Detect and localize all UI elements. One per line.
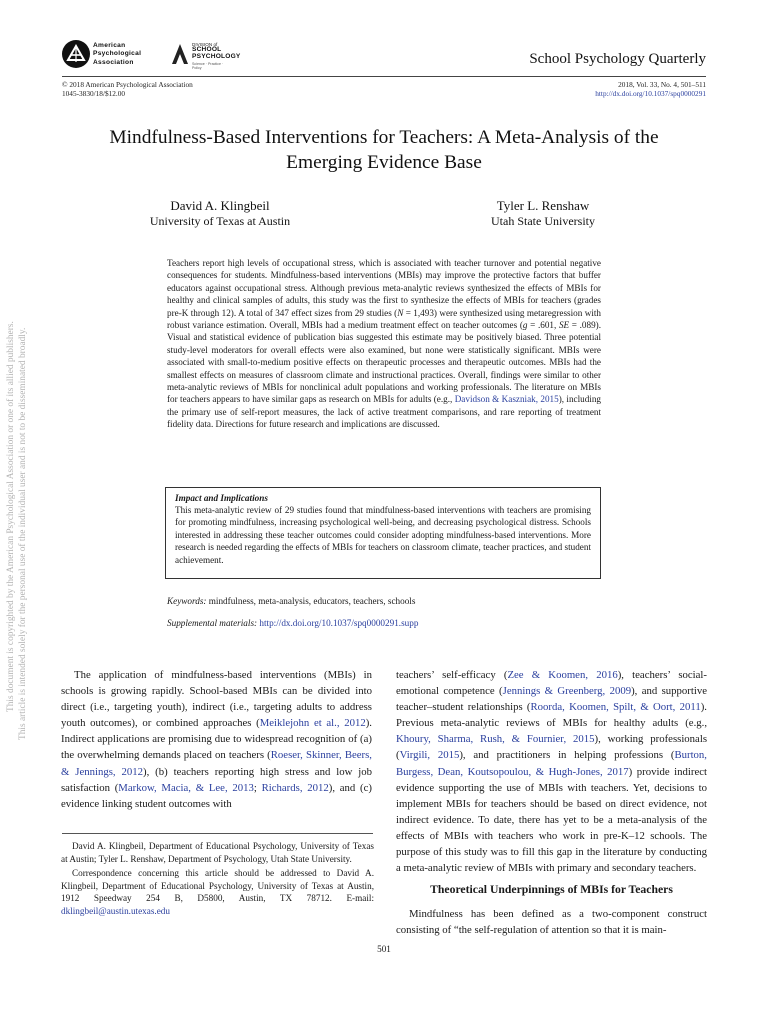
abstract-text: ), including the primary use of self-report measures, the lack of active treatment comparisons, and rare reporting of treatment fidelity data. Directions for future research and implications are discussed.	[167, 394, 601, 430]
copyright-notice: This document is copyrighted by the American Psychological Association or one of its allied publishers.	[6, 321, 16, 712]
abstract-stat: SE	[558, 320, 570, 331]
division-logo-small: DIVISION of	[192, 42, 218, 47]
author-affiliation: University of Texas at Austin	[149, 213, 291, 228]
body-text: ), and practitioners in helping professions (	[459, 749, 675, 762]
citation-link[interactable]: Meiklejohn et al., 2012	[259, 717, 366, 730]
apa-logo-line: Association	[93, 58, 134, 66]
citation-link[interactable]: Markow, Macia, & Lee, 2013	[118, 781, 254, 794]
publication-meta-right	[595, 81, 706, 99]
keywords-text: mindfulness, meta-analysis, educators, teachers, schools	[206, 596, 416, 606]
page-number: 501	[377, 944, 391, 954]
body-text: ;	[253, 781, 262, 794]
apa-logo-text	[93, 42, 141, 67]
body-paragraph	[61, 667, 372, 812]
apa-logo-line: American	[93, 42, 126, 49]
copyright-text: © 2018 American Psychological Association	[62, 80, 193, 89]
body-text: ), and supportive teacher–student relationships (	[396, 685, 708, 714]
impact-box	[165, 487, 601, 579]
keywords-label: Keywords:	[167, 596, 207, 606]
author-note	[61, 840, 374, 919]
body-paragraph	[396, 667, 707, 876]
keywords	[167, 595, 415, 607]
citation-link[interactable]: Roeser, Skinner, Beers, & Jennings, 2012	[61, 749, 372, 778]
body-text: ), (b) teachers reporting high stress and low job satisfaction (	[61, 765, 372, 794]
author-name: Tyler L. Renshaw	[496, 198, 590, 213]
doi-link[interactable]: http://dx.doi.org/10.1037/spq0000291	[595, 88, 706, 98]
apa-logo-icon	[62, 40, 90, 68]
division-logo	[170, 40, 241, 70]
article-title	[62, 126, 706, 175]
volume-info: 2018, Vol. 33, No. 4, 501–511	[618, 80, 706, 89]
citation-link[interactable]: Richards, 2012	[261, 781, 329, 794]
body-paragraph: Mindfulness has been defined as a two-component construct consisting of “the self-regulation of attention so that it is main-	[396, 908, 707, 937]
journal-name: School Psychology Quarterly	[529, 51, 706, 67]
body-column-right-continued	[396, 906, 707, 938]
citation-link[interactable]: Virgili, 2015	[399, 749, 460, 762]
body-text: ), working professionals (	[396, 733, 708, 762]
author-name: David A. Klingbeil	[170, 198, 270, 213]
footnote-text: Correspondence concerning this article should be addressed to David A. Klingbeil, Department of Educational Psychology, University of Texas at Austin, 1912 Speedway 254 B, D5800, Austin, TX 78712. E-mail:	[61, 868, 374, 903]
body-text: teachers’ self-efficacy (	[396, 669, 508, 681]
supplemental-label: Supplemental materials:	[167, 618, 258, 628]
division-logo-line: SCHOOL	[192, 46, 222, 53]
footnote-paragraph: David A. Klingbeil, Department of Educational Psychology, University of Texas at Austin; Tyler L. Renshaw, Department of Psychology, Utah State University.	[61, 841, 374, 864]
abstract-text: = 1,493) were synthesized using metaregression with robust variance estimation. Overall, MBIs had a medium treatment effect on teacher outcomes (	[167, 307, 601, 331]
section-heading: Theoretical Underpinnings of MBIs for Teachers	[430, 883, 673, 896]
citation-link[interactable]: Jennings & Greenberg, 2009	[502, 685, 632, 698]
division-logo-line: PSYCHOLOGY	[192, 52, 241, 60]
body-column-left	[61, 667, 372, 812]
citation-link[interactable]: Burton, Burgess, Dean, Koutsopoulou, & Hugh-Jones, 2017	[396, 749, 707, 778]
body-text: ) provide indirect evidence supporting the use of MBIs with teachers. Yet, decisions to implement MBIs for teachers should be based on direct evidence, not indirect evidence. To date, there has yet to be a meta-analysis of the effects of MBIs with teachers who work in pre-K–12 schools. The purpose of this study was to fill this gap in the literature by conducting a meta-analytic review of MBIs with primary and secondary teachers.	[396, 765, 707, 875]
citation-link[interactable]: Zee & Koomen, 2016	[507, 669, 618, 681]
abstract-text: Teachers report high levels of occupational stress, which is associated with teacher turnover and potential negative consequences for students. Mindfulness-based interventions (MBIs) may improve the protective factors that buffer educators against occupational stress. Although previous meta-analytic reviews synthesized the effects of MBIs for healthy and clinical samples of adults, this study was the first to synthesize the effects of MBIs for teachers (grades pre-K through 12). A total of 347 effect sizes from 29 studies (	[167, 258, 601, 318]
email-link[interactable]: dklingbeil@austin.utexas.edu	[61, 905, 170, 916]
apa-logo	[62, 40, 162, 70]
division-logo-name	[192, 47, 241, 61]
author-block	[468, 199, 618, 228]
body-column-right	[396, 667, 707, 876]
usage-notice: This article is intended solely for the personal use of the individual user and is not to be disseminated broadly.	[18, 327, 28, 740]
body-text: ). Indirect applications are promising due to widespread recognition of (a) the overwhelming demands placed on teachers (	[61, 717, 372, 762]
division-logo-tagline: Science · Practice · Policy	[192, 62, 224, 70]
title-line: Mindfulness-Based Interventions for Teachers: A Meta-Analysis of the	[109, 127, 659, 148]
abstract-stat: g	[522, 320, 528, 331]
body-text: The application of mindfulness-based interventions (MBIs) in schools is growing rapidly. School-based MBIs can be divided into direct (i.e., targeting youth), indirect (i.e., targeting adults to address youth outcomes), or combined approaches (	[61, 669, 372, 730]
citation-link[interactable]: Khoury, Sharma, Rush, & Fournier, 2015	[396, 733, 595, 746]
publication-meta-left	[62, 81, 193, 99]
footnote-paragraph	[61, 867, 374, 917]
citation-link[interactable]: Davidson & Kaszniak, 2015	[454, 394, 559, 405]
impact-body: This meta-analytic review of 29 studies found that mindfulness-based interventions with teachers are promising for promoting mindfulness, increasing psychological well-being, and decreasing psychological distress. Schools interested in addressing these teacher outcomes could consider adopting mindfulness-based interventions. More research is needed regarding the effects of MBIs for teachers on classroom climate, teacher practices, and student achievement.	[175, 505, 591, 565]
division-logo-icon	[170, 42, 190, 66]
body-text: ), teachers’ social-emotional competence (	[396, 669, 708, 698]
apa-logo-line: Psychological	[93, 50, 142, 58]
body-text: ). Previous meta-analytic reviews of MBIs for healthy adults (e.g.,	[396, 701, 707, 730]
abstract	[167, 257, 601, 431]
author-block	[145, 199, 295, 228]
impact-title: Impact and Implications	[175, 493, 268, 503]
citation-link[interactable]: Roorda, Koomen, Spilt, & Oort, 2011	[530, 701, 701, 714]
supplemental-link[interactable]: http://dx.doi.org/10.1037/spq0000291.supp	[259, 618, 419, 628]
title-line: Emerging Evidence Base	[286, 151, 482, 173]
body-text: ), and (c) evidence linking student outcomes with	[61, 781, 372, 810]
author-affiliation: Utah State University	[491, 213, 595, 228]
abstract-text: = .601,	[527, 320, 559, 331]
footnote-rule	[62, 833, 373, 834]
supplemental-materials	[167, 617, 418, 629]
header-rule	[62, 76, 706, 77]
abstract-stat: N	[397, 307, 404, 318]
abstract-text: = .089). Visual and statistical evidence of publication bias suggested this estimate may be positively biased. Three potential study-level moderators for overall effects were also examined, but none were statistically significant. MBIs were associated with small-to-medium positive effects on therapeutic processes and therapeutic outcomes. MBIs had the smallest effects on measures of classroom climate and instructional practices. Overall, findings were similar to other meta-analytic reviews of MBIs for nonclinical adult populations and working professionals. The literature on MBIs for teachers appears to have similar gaps as research on MBIs for adults (e.g.,	[167, 320, 602, 405]
issn-text: 1045-3830/18/$12.00	[62, 88, 126, 98]
